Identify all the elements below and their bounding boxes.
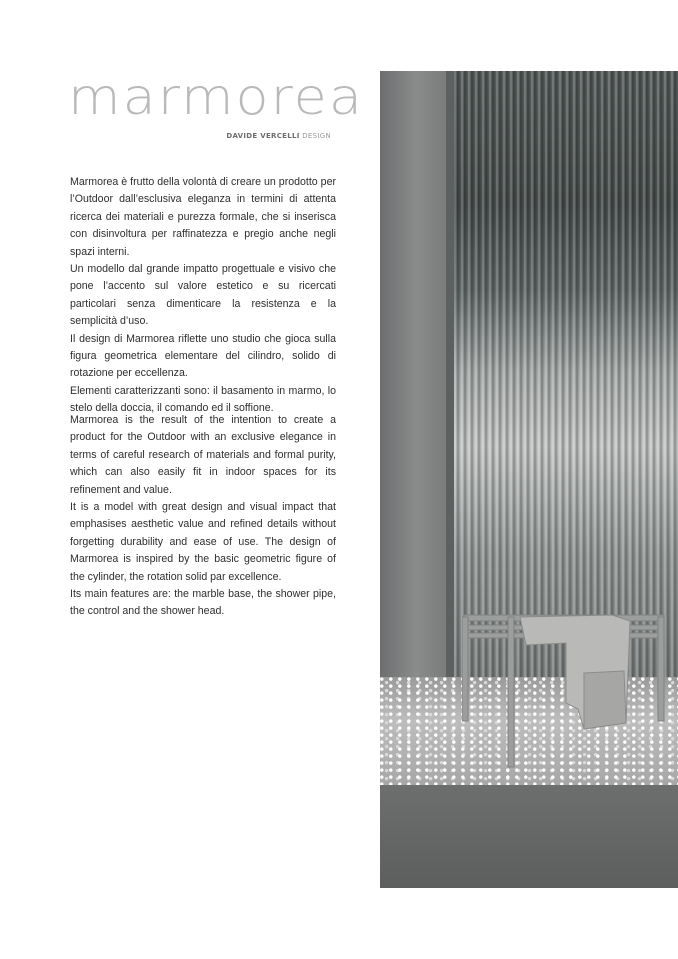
italian-paragraph: Marmorea è frutto della volontà di creare un prodotto per l’Outdoor dall’esclusiva eleganza in termini di attenta ricerca dei materiali e purezza formale, che si inserisca con disinvoltura per raffinatezza e pregio anche negli spazi interni.: [70, 176, 336, 258]
designer-credit: [0, 132, 331, 140]
english-paragraph: It is a model with great design and visual impact that emphasises aesthetic value and refined details without forgetting durability and ease of use. The design of Marmorea is inspired by the basic geometric figure of the cylinder, the rotation solid par excellence.: [70, 501, 336, 583]
designer-suffix: DESIGN: [302, 132, 331, 140]
product-photo: [380, 71, 678, 888]
italian-paragraph: Il design di Marmorea riflette uno studio che gioca sulla figura geometrica elementare del cilindro, solido di rotazione per eccellenza.: [70, 332, 336, 380]
floor: [380, 785, 678, 888]
towel: [520, 615, 630, 729]
italian-paragraph: Elementi caratterizzanti sono: il basamento in marmo, lo stelo della doccia, il comando ed il soffione.: [70, 384, 336, 415]
english-paragraph: Its main features are: the marble base, the shower pipe, the control and the shower head.: [70, 588, 336, 618]
glass-frame: [446, 71, 454, 677]
italian-paragraph: Un modello dal grande impatto progettuale e visivo che pone l’accento sul valore estetico e su ricercati particolari senza dimenticare la resistenza e la semplicità d’uso.: [70, 263, 336, 328]
brand-title: marmorea: [68, 68, 364, 127]
italian-description: [70, 174, 336, 418]
bench-with-towel: [462, 613, 668, 773]
english-description: [70, 412, 336, 621]
fluted-glass-panel: [454, 71, 678, 677]
english-paragraph: Marmorea is the result of the intention to create a product for the Outdoor with an exclusive elegance in terms of careful research of materials and formal purity, which can also easily fit in indoor spaces for its refinement and value.: [70, 414, 336, 496]
designer-name: DAVIDE VERCELLI: [226, 132, 300, 140]
